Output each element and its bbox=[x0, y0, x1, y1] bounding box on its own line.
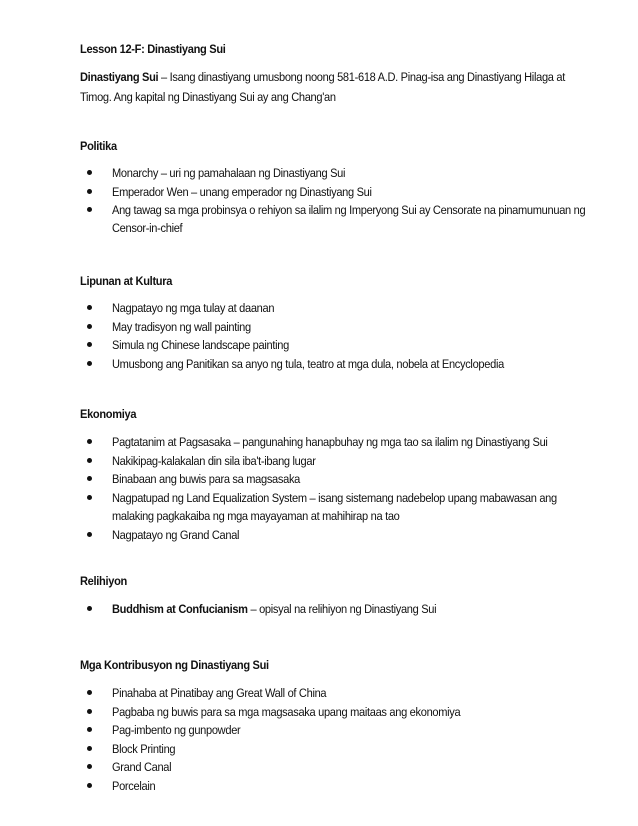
list-item: Pag-imbento ng gunpowder bbox=[80, 721, 600, 740]
list-item: May tradisyon ng wall painting bbox=[80, 318, 600, 337]
bullet-icon bbox=[87, 746, 92, 751]
bullet-icon bbox=[87, 606, 92, 611]
list-item: Ang tawag sa mga probinsya o rehiyon sa ilalim ng Imperyong Sui ay Censorate na pinamumunuan ng Censor-in-chief bbox=[80, 201, 600, 238]
bullet-icon bbox=[87, 324, 92, 329]
list-lipunan bbox=[80, 299, 600, 373]
bullet-icon bbox=[87, 495, 92, 500]
intro-paragraph bbox=[80, 68, 565, 108]
list-item: Grand Canal bbox=[80, 758, 600, 777]
bullet-icon bbox=[87, 207, 92, 212]
intro-line-1 bbox=[80, 68, 565, 88]
bullet-icon bbox=[87, 764, 92, 769]
bullet-icon bbox=[87, 690, 92, 695]
bullet-icon bbox=[87, 458, 92, 463]
section-heading-relihiyon: Relihiyon bbox=[80, 574, 127, 588]
bullet-icon bbox=[87, 783, 92, 788]
list-item: Simula ng Chinese landscape painting bbox=[80, 336, 600, 355]
list-relihiyon bbox=[80, 600, 600, 619]
bullet-icon bbox=[87, 361, 92, 366]
list-item: Pinahaba at Pinatibay ang Great Wall of China bbox=[80, 684, 600, 703]
bullet-icon bbox=[87, 342, 92, 347]
list-item: Nagpatupad ng Land Equalization System – isang sistemang nadebelop upang mabawasan ang malaking pagkakaiba ng mga mayayaman at mahihirap na tao bbox=[80, 489, 600, 526]
section-heading-politika: Politika bbox=[80, 139, 117, 153]
list-politika bbox=[80, 164, 600, 238]
section-heading-ekonomiya: Ekonomiya bbox=[80, 407, 137, 421]
bullet-icon bbox=[87, 189, 92, 194]
relihiyon-text: – opisyal na relihiyon ng Dinastiyang Sui bbox=[247, 602, 437, 616]
list-item: Pagbaba ng buwis para sa mga magsasaka upang maitaas ang ekonomiya bbox=[80, 703, 600, 722]
list-item: Binabaan ang buwis para sa magsasaka bbox=[80, 470, 600, 489]
list-item: Emperador Wen – unang emperador ng Dinastiyang Sui bbox=[80, 183, 600, 202]
list-ekonomiya bbox=[80, 433, 600, 544]
bullet-icon bbox=[87, 476, 92, 481]
bullet-icon bbox=[87, 439, 92, 444]
bullet-icon bbox=[87, 532, 92, 537]
list-item: Nagpatayo ng Grand Canal bbox=[80, 526, 600, 545]
bullet-icon bbox=[87, 305, 92, 310]
list-item: Nakikipag-kalakalan din sila iba't-ibang lugar bbox=[80, 452, 600, 471]
section-heading-kontribusyon: Mga Kontribusyon ng Dinastiyang Sui bbox=[80, 658, 269, 672]
bullet-icon bbox=[87, 170, 92, 175]
lesson-title: Lesson 12-F: Dinastiyang Sui bbox=[80, 42, 226, 56]
list-item: Pagtatanim at Pagsasaka – pangunahing hanapbuhay ng mga tao sa ilalim ng Dinastiyang Sui bbox=[80, 433, 600, 452]
list-item: Block Printing bbox=[80, 740, 600, 759]
intro-text-1: – Isang dinastiyang umusbong noong 581-618 A.D. Pinag-isa ang Dinastiyang Hilaga at bbox=[158, 70, 565, 84]
intro-term: Dinastiyang Sui bbox=[80, 70, 159, 84]
list-item: Nagpatayo ng mga tulay at daanan bbox=[80, 299, 600, 318]
relihiyon-term: Buddhism at Confucianism bbox=[112, 602, 248, 616]
list-item: Umusbong ang Panitikan sa anyo ng tula, teatro at mga dula, nobela at Encyclopedia bbox=[80, 355, 600, 374]
section-heading-lipunan: Lipunan at Kultura bbox=[80, 274, 173, 288]
list-item: Monarchy – uri ng pamahalaan ng Dinastiyang Sui bbox=[80, 164, 600, 183]
bullet-icon bbox=[87, 727, 92, 732]
list-kontribusyon bbox=[80, 684, 600, 795]
bullet-icon bbox=[87, 709, 92, 714]
list-item bbox=[80, 600, 600, 619]
intro-line-2: Timog. Ang kapital ng Dinastiyang Sui ay ang Chang'an bbox=[80, 90, 336, 104]
list-item: Porcelain bbox=[80, 777, 600, 796]
